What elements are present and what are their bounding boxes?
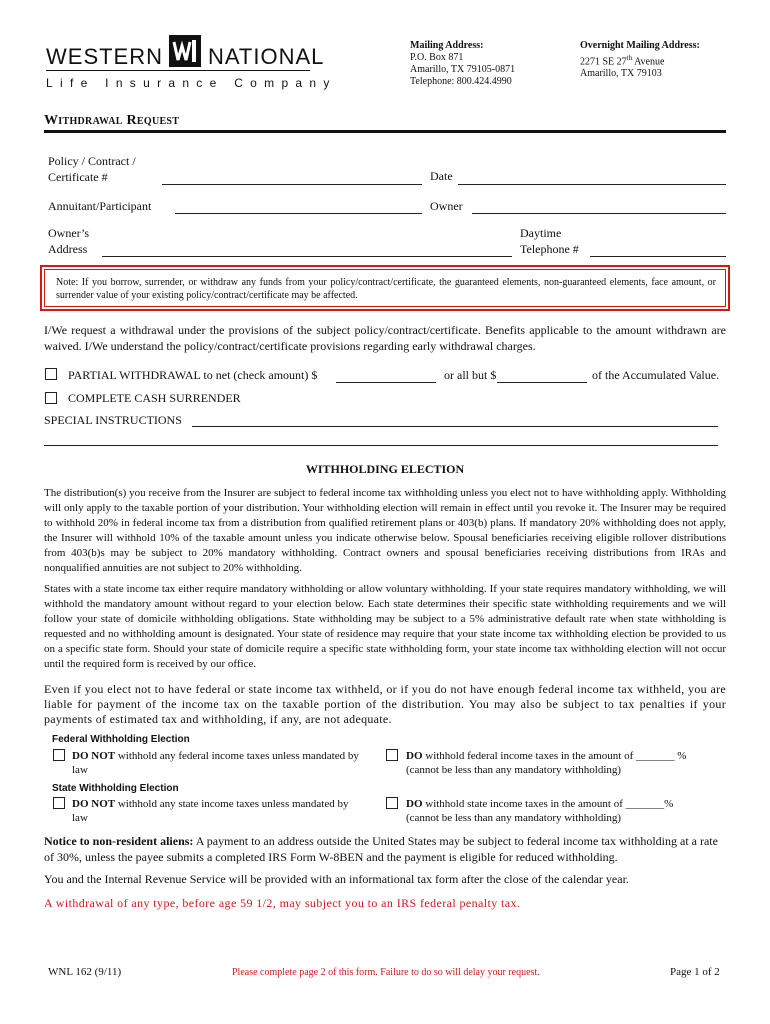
state-do-checkbox[interactable]: [386, 797, 398, 809]
footer-instruction: Please complete page 2 of this form. Failure to do so will delay your request.: [232, 967, 540, 978]
federal-do-label: DO withhold federal income taxes in the amount of _______ % (cannot be less than any mandatory withholding): [406, 750, 687, 776]
withholding-heading: WITHHOLDING ELECTION: [305, 462, 465, 476]
partial-withdrawal-checkbox[interactable]: [45, 368, 57, 380]
partial-withdrawal-label: PARTIAL WITHDRAWAL to net (check amount) $: [68, 368, 318, 382]
all-but-amount-field[interactable]: [497, 382, 587, 383]
note-text: Note: If you borrow, surrender, or withdraw any funds from your policy/contract/certificate, the guaranteed elements, non-guaranteed elements, face amount, or surrender value of your existing policy/contract/certificate may be affected.: [56, 277, 716, 301]
owners-address-field[interactable]: [102, 256, 512, 257]
date-label: Date: [430, 169, 453, 183]
overnight-line1: 2271 SE 27th Avenue: [580, 54, 665, 68]
all-but-label: or all but $: [444, 368, 497, 382]
federal-withholding-heading: Federal Withholding Election: [52, 734, 190, 745]
overnight-line2: Amarillo, TX 79103: [580, 68, 662, 80]
mailing-line3: Telephone: 800.424.4990: [410, 76, 512, 87]
state-do-label: DO withhold state income taxes in the amount of _______% (cannot be less than any mandatory withholding): [406, 798, 674, 824]
non-resident-notice: Notice to non-resident aliens: A payment to an address outside the United States may be subject to federal income tax withholding at a rate of 30%, unless the payee submits a completed IRS Form W-8BEN and the payment is eligible for reduced withholding.: [44, 834, 718, 864]
owners-address-label: Owner’s Address: [48, 226, 90, 256]
complete-surrender-checkbox[interactable]: [45, 392, 57, 404]
owner-label: Owner: [430, 199, 463, 213]
special-instructions-field-1[interactable]: [192, 426, 718, 427]
telephone-field[interactable]: [590, 256, 726, 257]
daytime-telephone-label: Daytime Telephone #: [520, 226, 579, 256]
form-title: Withdrawal Request: [44, 113, 180, 128]
complete-surrender-label: COMPLETE CASH SURRENDER: [68, 391, 241, 405]
form-number: WNL 162 (9/11): [48, 966, 122, 978]
penalty-warning: A withdrawal of any type, before age 59 1/2, may subject you to an IRS federal penalty tax.: [44, 896, 521, 910]
policy-label: Policy / Contract / Certificate #: [48, 154, 136, 184]
date-field[interactable]: [458, 184, 726, 185]
overnight-label: Overnight Mailing Address:: [580, 40, 700, 51]
company-logo: [40, 28, 337, 98]
logo-word-national: NATIONAL: [208, 44, 325, 69]
special-instructions-field-2[interactable]: [44, 445, 718, 446]
page-number: Page 1 of 2: [670, 966, 720, 978]
title-rule: [44, 130, 726, 133]
mailing-line1: P.O. Box 871: [410, 52, 464, 63]
partial-amount-field[interactable]: [336, 382, 436, 383]
logo-word-western: WESTERN: [46, 44, 163, 69]
note-box: [40, 265, 730, 311]
mailing-line2: Amarillo, TX 79105-0871: [410, 64, 516, 75]
federal-do-not-label: DO NOT withhold any federal income taxes unless mandated by law: [72, 750, 359, 776]
state-do-not-label: DO NOT withhold any state income taxes unless mandated by law: [72, 798, 349, 824]
logo-rule: [46, 70, 310, 71]
mailing-address: [410, 40, 515, 88]
policy-number-field[interactable]: [162, 184, 422, 185]
mailing-label: Mailing Address:: [410, 40, 484, 51]
logo-subtitle: Life Insurance Company: [46, 76, 337, 90]
overnight-address: [580, 40, 700, 80]
federal-do-not-checkbox[interactable]: [53, 749, 65, 761]
annuitant-label: Annuitant/Participant: [48, 199, 152, 213]
irs-info-text: You and the Internal Revenue Service will be provided with an informational tax form after the close of the calendar year.: [44, 872, 629, 886]
request-text: I/We request a withdrawal under the provisions of the subject policy/contract/certificate. Benefits applicable to the amount withdrawn are waived. I/We understand the policy/contract/certificate provisions regarding early withdrawal charges.: [44, 323, 726, 353]
annuitant-field[interactable]: [175, 213, 422, 214]
state-withholding-heading: State Withholding Election: [52, 783, 179, 794]
withholding-para-1: The distribution(s) you receive from the Insurer are subject to federal income tax withholding unless you elect not to have withholding apply. Withholding will only apply to the taxable portion of your distribution. Your withholding election will remain in effect until you revoke it. The Insurer may be required to withhold 20% in federal income tax from a distribution from qualified retirement plans or 403(b) plans. If mandatory 20% withholding does not apply, the Insurer will withhold 10% of the taxable amount unless you indicate otherwise below. Spousal beneficiaries receiving eligible rollover distributions from 403(b)s may be subject to 20% mandatory withholding. Contract owners and spousal beneficiaries receiving distributions from IRAs and nonqualified annuities are not subject to 20% withholding.: [44, 487, 726, 574]
withholding-para-2: States with a state income tax either require mandatory withholding or allow voluntary withholding. If your state requires mandatory withholding, we will withhold the mandatory amount without regard to your election below. Each state determines their specific state withholding requirements and we will follow your state of domicile withholding obligations. State withholding may be subject to a 5% administrative default rate when state withholding is requested and no withholding amount is designated. Your state of residence may require that your state income tax withholding election be provided to us on a specific state form. Should your state of domicile require a specific state withholding form, your state income tax withholding election will not occur until the required form is received by our office.: [44, 583, 726, 670]
accumulated-value-label: of the Accumulated Value.: [592, 368, 720, 382]
withholding-para-3: Even if you elect not to have federal or state income tax withheld, or if you do not have enough federal income tax withheld, you are liable for payment of the income tax on the taxable portion of the distribution. You may also be subject to tax penalties if your payments of estimated tax and withholding, if any, are not adequate.: [44, 682, 726, 726]
special-instructions-label: SPECIAL INSTRUCTIONS: [44, 413, 182, 427]
logo-emblem-icon: [168, 34, 202, 68]
state-do-not-checkbox[interactable]: [53, 797, 65, 809]
federal-do-checkbox[interactable]: [386, 749, 398, 761]
owner-field[interactable]: [472, 213, 726, 214]
